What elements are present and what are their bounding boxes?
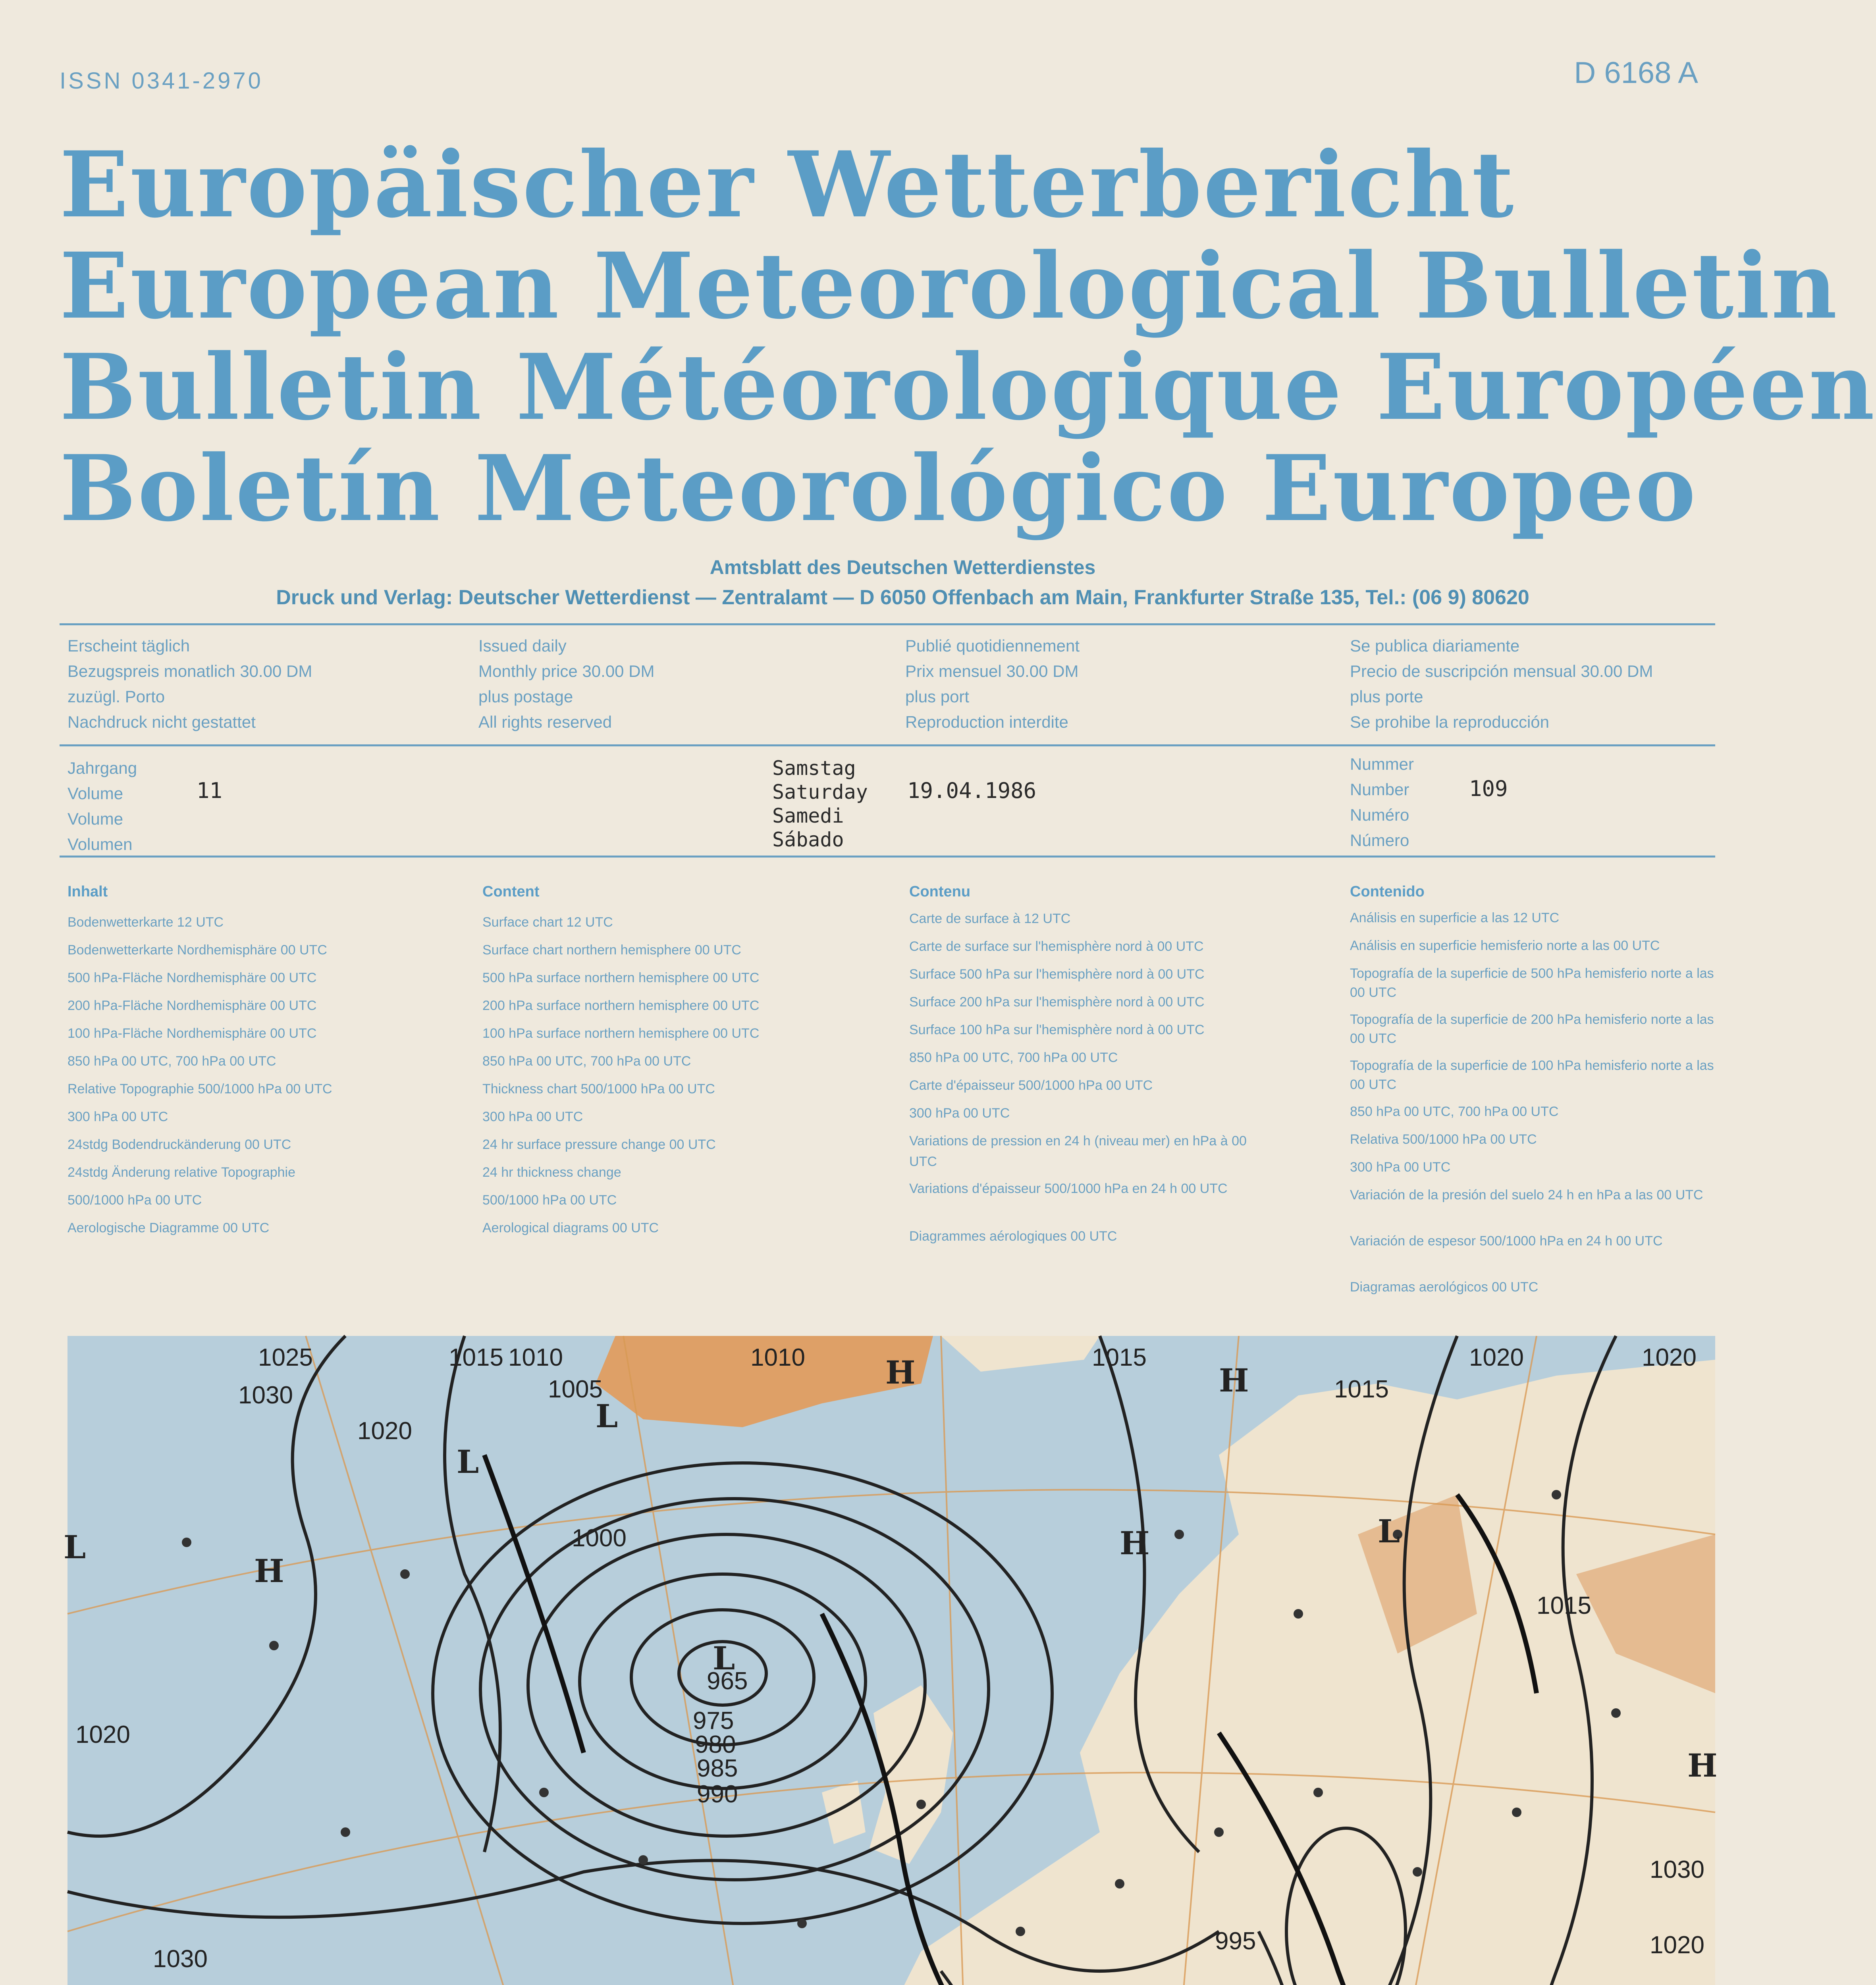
publication-code: D 6168 A — [1574, 56, 1698, 90]
publisher-line-1: Amtsblatt des Deutschen Wetterdienstes — [710, 556, 1096, 578]
divider — [60, 744, 1715, 746]
title-spanish: Boletín Meteorológico Europeo — [60, 435, 1697, 542]
isobar-label: 1005 — [548, 1376, 603, 1403]
low-pressure-icon: L — [1378, 1513, 1400, 1550]
low-pressure-icon: L — [596, 1397, 618, 1435]
info-column-english: Issued daily Monthly price 30.00 DM plus postage All rights reserved — [478, 636, 655, 731]
isobar-label: 1025 — [258, 1344, 313, 1371]
issue-number: 109 — [1469, 776, 1508, 801]
number-labels: Nummer Number Numéro Número — [1350, 755, 1414, 850]
volume-value: 11 — [197, 778, 223, 803]
isobar-label: 980 — [695, 1731, 736, 1758]
contents-heading: Contenu — [909, 883, 971, 900]
high-pressure-icon: H — [1219, 1362, 1249, 1399]
contents-heading: Contenido — [1350, 883, 1425, 900]
low-pressure-icon: L — [713, 1640, 735, 1677]
day-labels: Samstag Saturday Samedi Sábado — [772, 757, 868, 851]
isobar-label: 965 — [707, 1667, 748, 1695]
isobar-label: 1020 — [1650, 1931, 1704, 1959]
high-pressure-icon: H — [1687, 1747, 1718, 1784]
info-column-spanish: Se publica diariamente Precio de suscripción mensual 30.00 DM plus porte Se prohibe la reproducción — [1350, 636, 1653, 731]
isobar-label: 995 — [1215, 1927, 1256, 1955]
isobar-label: 1015 — [1092, 1344, 1147, 1371]
surface-chart-map — [64, 1336, 1718, 1985]
isobar-label: 990 — [697, 1781, 738, 1808]
isobar-label: 1000 — [572, 1524, 627, 1552]
isobar-label: 1020 — [357, 1417, 412, 1445]
contents-heading: Content — [482, 883, 540, 900]
isobar-label: 985 — [697, 1755, 738, 1782]
volume-labels: Jahrgang Volume Volume Volumen — [67, 759, 137, 854]
high-pressure-icon: H — [254, 1552, 284, 1590]
issn-label: ISSN 0341-2970 — [60, 68, 263, 94]
isobar-label: 1030 — [238, 1382, 293, 1409]
isobar-label: 1010 — [508, 1344, 563, 1371]
isobar-label: 1015 — [1334, 1376, 1389, 1403]
low-pressure-icon: L — [457, 1443, 479, 1480]
isobar-label: 1020 — [75, 1721, 130, 1748]
low-pressure-icon: L — [64, 1528, 86, 1566]
isobar-label: 1030 — [153, 1945, 208, 1973]
info-column-german: Erscheint täglich Bezugspreis monatlich 30.00 DM zuzügl. Porto Nachdruck nicht gestattet — [67, 636, 312, 731]
high-pressure-icon: H — [885, 1354, 916, 1391]
title-english: European Meteorological Bulletin — [60, 233, 1839, 339]
contents-heading: Inhalt — [67, 883, 108, 900]
high-pressure-icon: H — [1120, 1524, 1150, 1562]
title-french: Bulletin Météorologique Européen — [60, 334, 1876, 440]
isobar-label: 1015 — [1537, 1592, 1591, 1619]
issue-date: 19.04.1986 — [907, 778, 1037, 803]
isobar-label: 1030 — [1650, 1856, 1704, 1883]
isobar-label: 975 — [693, 1707, 734, 1734]
contents-english: Content Surface chart 12 UTC Surface chart northern hemisphere 00 UTC 500 hPa surface northern hemisphere 00 UTC 200 hPa surface northern hemisphere 00 UTC 100 hPa surface northern hemisphere 00 UTC 850 hPa 00 UTC, 700 hPa 00 UTC Thickness chart 500/1000 hPa 00 UTC 300 hPa 00 UTC 24 hr surface pressure change 00 UTC 24 hr thickness change 500/1000 hPa 00 UTC Aerological diagrams 00 UTC — [482, 883, 760, 1235]
isobar-label: 1010 — [750, 1344, 805, 1371]
info-column-french: Publié quotidiennement Prix mensuel 30.00 DM plus port Reproduction interdite — [905, 636, 1080, 731]
isobar-label: 1015 — [449, 1344, 503, 1371]
isobar-label: 1020 — [1642, 1344, 1697, 1371]
title-german: Europäischer Wetterbericht — [60, 131, 1515, 238]
contents-spanish: Contenido Análisis en superficie a las 12 UTC Análisis en superficie hemisferio norte a las 00 UTC Topografía de la superficie de 500 hPa hemisferio norte a las 00 UTC Topografía de la superficie de 200 hPa hemisferio norte a las 00 UTC Topografía de la superficie de 100 hPa hemisferio norte a las 00 UTC 850 hPa 00 UTC, 700 hPa 00 UTC Relativa 500/1000 hPa 00 UTC 300 hPa 00 UTC Variación de la presión del suelo 24 h en hPa a las 00 UTC Variación de espesor 500/1000 hPa en 24 h 00 UTC Diagramas aerológicos 00 UTC — [1350, 883, 1727, 1305]
divider — [60, 623, 1715, 625]
publisher-line-2: Druck und Verlag: Deutscher Wetterdienst — Zentralamt — D 6050 Offenbach am Main, Frankfurter Straße 135, Tel.: (06 9) 80620 — [276, 586, 1529, 609]
isobar-label: 1020 — [1469, 1344, 1524, 1371]
contents-german: Inhalt Bodenwetterkarte 12 UTC Bodenwetterkarte Nordhemisphäre 00 UTC 500 hPa-Fläche Nordhemisphäre 00 UTC 200 hPa-Fläche Nordhemisphäre 00 UTC 100 hPa-Fläche Nordhemisphäre 00 UTC 850 hPa 00 UTC, 700 hPa 00 UTC Relative Topographie 500/1000 hPa 00 UTC 300 hPa 00 UTC 24stdg Bodendruckänderung 00 UTC 24stdg Änderung relative Topographie 500/1000 hPa 00 UTC Aerologische Diagramme 00 UTC — [67, 883, 332, 1235]
contents-french: Contenu Carte de surface à 12 UTC Carte de surface sur l'hemisphère nord à 00 UTC Surface 500 hPa sur l'hemisphère nord à 00 UTC Surface 200 hPa sur l'hemisphère nord à 00 UTC Surface 100 hPa sur l'hemisphère nord à 00 UTC 850 hPa 00 UTC, 700 hPa 00 UTC Carte d'épaisseur 500/1000 hPa 00 UTC 300 hPa 00 UTC Variations de pression en 24 h (niveau mer) en hPa à 00 UTC Variations d'épaisseur 500/1000 hPa en 24 h 00 UTC Diagrammes aérologiques 00 UTC — [909, 883, 1267, 1254]
divider — [60, 856, 1715, 858]
